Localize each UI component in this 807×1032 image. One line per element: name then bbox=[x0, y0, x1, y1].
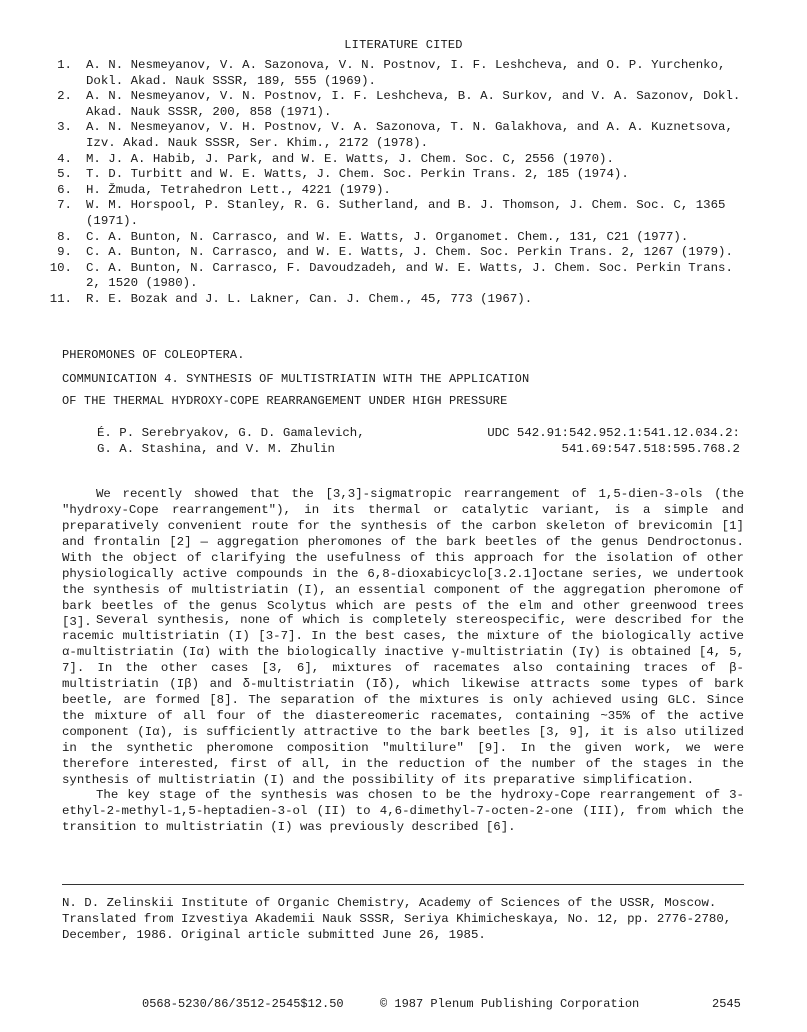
udc-line-2: 541.69:547.518:595.768.2 bbox=[561, 442, 740, 456]
authors bbox=[97, 425, 365, 457]
article-title-line-2: OF THE THERMAL HYDROXY-COPE REARRANGEMENT UNDER HIGH PRESSURE bbox=[62, 394, 508, 408]
udc-line-1: UDC 542.91:542.952.1:541.12.034.2: bbox=[487, 426, 740, 440]
series-title: PHEROMONES OF COLEOPTERA. bbox=[62, 348, 245, 362]
reference-number: 2. bbox=[57, 89, 72, 104]
reference-text: M. J. A. Habib, J. Park, and W. E. Watts, J. Chem. Soc. C, 2556 (1970). bbox=[86, 151, 614, 166]
reference-item bbox=[42, 292, 762, 308]
paragraph-2-text: Several synthesis, none of which is completely stereospecific, were described for the racemic multistriatin (I) [3-7]. In the best cases, the mixture of the biologically active α-multistriatin (Iα) with the biologically inactive γ-multistriatin (Iγ) is obtained [4, 5, 7]. In the other cases [3, 6], mixtures of racemates also containing traces of β-multistriatin (Iβ) and δ-multistriatin (Iδ), which likewise attracts some types of bark beetle, are formed [8]. The separation of the mixtures is only achieved using GLC. Since the mixture of all four of the diastereomeric racemates, containing ~35% of the active component (Iα), is sufficiently attractive to the bark beetles [3, 9], it is also utilized in the synthetic pheromone composition "multilure" [9]. In the given work, we were therefore interested, first of all, in the reduction of the number of the stages in the synthesis of multistriatin (I) and the possibility of its preparative simplification. bbox=[62, 613, 744, 787]
reference-list bbox=[42, 58, 762, 308]
authors-line-1: É. P. Serebryakov, G. D. Gamalevich, bbox=[97, 426, 365, 440]
literature-cited-heading: LITERATURE CITED bbox=[344, 38, 463, 52]
reference-number: 5. bbox=[57, 167, 72, 182]
reference-text: A. N. Nesmeyanov, V. H. Postnov, V. A. Sazonova, T. N. Galakhova, and A. A. Kuznetsova, Izv. Akad. Nauk SSSR, Ser. Khim., 2172 (1978). bbox=[86, 120, 733, 150]
reference-number: 7. bbox=[57, 198, 72, 213]
reference-item bbox=[42, 167, 762, 183]
paragraph-1-text: We recently showed that the [3,3]-sigmatropic rearrangement of 1,5-dien-3-ols (the "hydroxy-Cope rearrangement"), in its thermal or catalytic variant, is a simple and preparatively convenient route for the synthesis of the carbon skeleton of brevicomin [1] and frontalin [2] — aggregation pheromones of the bark beetles of the genus Dendroctonus. With the object of clarifying the usefulness of this approach for the isolation of other physiologically active compounds in the 6,8-dioxabicyclo[3.2.1]octane series, we undertook the synthesis of multistriatin (I), an essential component of the aggregation pheromone of bark beetles of the genus Scolytus which are pests of the elm and other greenwood trees [3]. bbox=[62, 487, 744, 629]
reference-item bbox=[42, 152, 762, 168]
reference-item bbox=[42, 245, 762, 261]
reference-item bbox=[42, 261, 762, 292]
footnote: N. D. Zelinskii Institute of Organic Chemistry, Academy of Sciences of the USSR, Moscow. Translated from Izvestiya Akademii Nauk SSSR, Seriya Khimicheskaya, No. 12, pp. 2776-2780, December, 1986. Original article submitted June 26, 1985. bbox=[62, 896, 732, 942]
authors-line-2: G. A. Stashina, and V. M. Zhulin bbox=[97, 442, 335, 456]
reference-item bbox=[42, 58, 762, 89]
udc-code bbox=[487, 425, 740, 457]
reference-text: C. A. Bunton, N. Carrasco, and W. E. Watts, J. Chem. Soc. Perkin Trans. 2, 1267 (1979). bbox=[86, 245, 733, 260]
reference-text: H. Žmuda, Tetrahedron Lett., 4221 (1979). bbox=[86, 182, 391, 197]
paragraph-3-text: The key stage of the synthesis was chosen to be the hydroxy-Cope rearrangement of 3-ethyl-2-methyl-1,5-heptadien-3-ol (II) to 4,6-dimethyl-7-octen-2-one (III), from which the transition to multistriatin (I) was previously described [6]. bbox=[62, 788, 744, 834]
reference-number: 11. bbox=[49, 291, 72, 306]
reference-number: 1. bbox=[57, 58, 72, 72]
page-number: 2545 bbox=[712, 997, 741, 1011]
copyright-notice: © 1987 Plenum Publishing Corporation bbox=[380, 997, 640, 1011]
reference-item bbox=[42, 230, 762, 246]
reference-text: A. N. Nesmeyanov, V. N. Postnov, I. F. Leshcheva, B. A. Surkov, and V. A. Sazonov, Dokl. Akad. Nauk SSSR, 200, 858 (1971). bbox=[86, 89, 741, 119]
reference-item bbox=[42, 89, 762, 120]
paragraph-1 bbox=[62, 486, 744, 630]
reference-text: W. M. Horspool, P. Stanley, R. G. Sutherland, and B. J. Thomson, J. Chem. Soc. C, 1365 (1971). bbox=[86, 198, 726, 228]
reference-number: 6. bbox=[57, 182, 72, 197]
reference-text: T. D. Turbitt and W. E. Watts, J. Chem. Soc. Perkin Trans. 2, 185 (1974). bbox=[86, 167, 629, 182]
reference-item bbox=[42, 183, 762, 199]
reference-text: C. A. Bunton, N. Carrasco, and W. E. Watts, J. Organomet. Chem., 131, C21 (1977). bbox=[86, 229, 689, 244]
paragraph-3 bbox=[62, 787, 744, 835]
reference-item bbox=[42, 198, 762, 229]
reference-text: C. A. Bunton, N. Carrasco, F. Davoudzadeh, and W. E. Watts, J. Chem. Soc. Perkin Trans. 2, 1520 (1980). bbox=[86, 260, 733, 291]
reference-number: 9. bbox=[57, 245, 72, 260]
reference-number: 10. bbox=[49, 260, 72, 275]
reference-text: R. E. Bozak and J. L. Lakner, Can. J. Chem., 45, 773 (1967). bbox=[86, 291, 533, 306]
reference-text: A. N. Nesmeyanov, V. A. Sazonova, V. N. Postnov, I. F. Leshcheva, and O. P. Yurchenko, Dokl. Akad. Nauk SSSR, 189, 555 (1969). bbox=[86, 58, 726, 88]
footnote-divider bbox=[62, 884, 744, 885]
reference-number: 4. bbox=[57, 151, 72, 166]
article-title-line-1: COMMUNICATION 4. SYNTHESIS OF MULTISTRIATIN WITH THE APPLICATION bbox=[62, 372, 530, 386]
issn-code: 0568-5230/86/3512-2545$12.50 bbox=[142, 997, 344, 1011]
reference-number: 3. bbox=[57, 120, 72, 135]
reference-number: 8. bbox=[57, 229, 72, 244]
reference-item bbox=[42, 120, 762, 151]
paragraph-2 bbox=[62, 612, 744, 788]
